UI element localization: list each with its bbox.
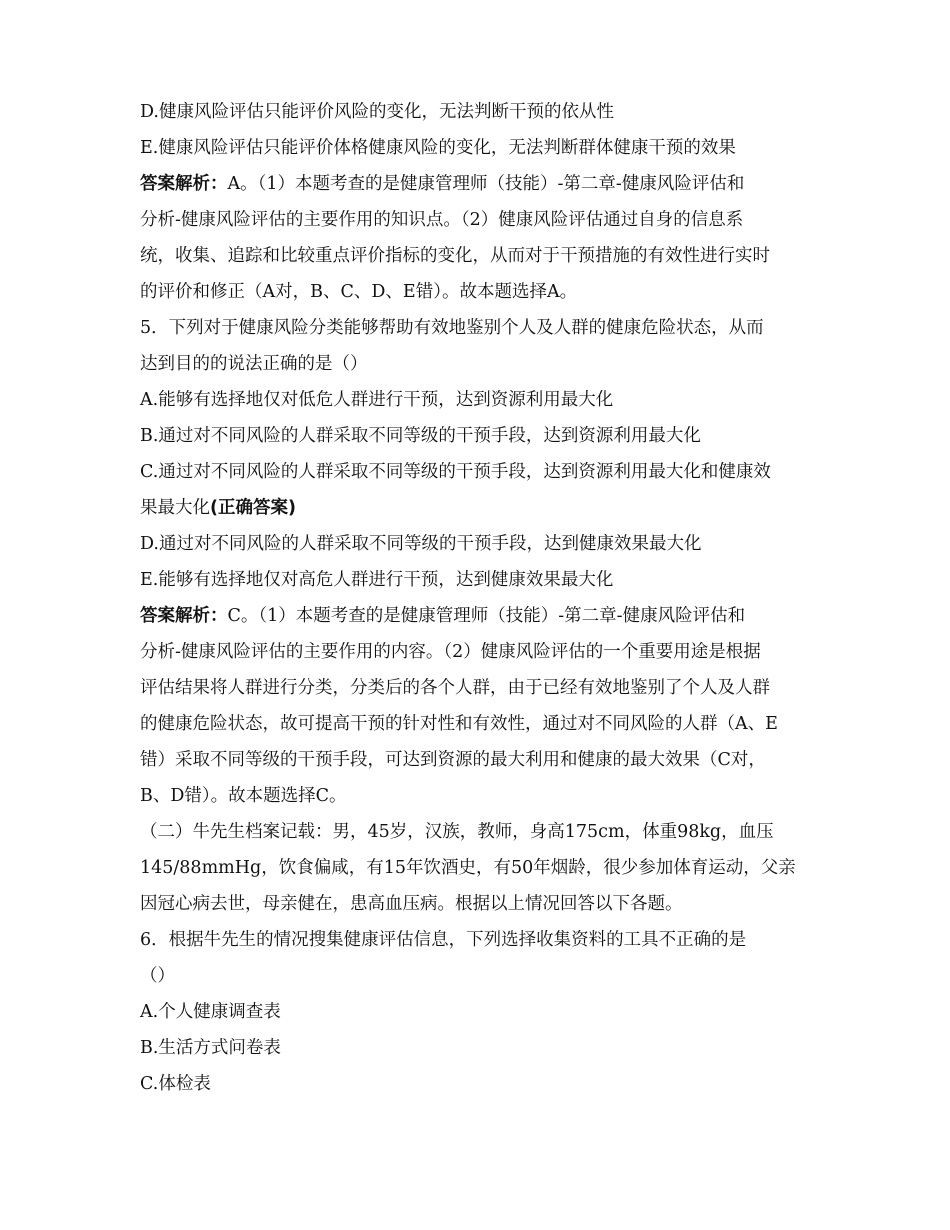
q5-analysis-line-5: 错）采取不同等级的干预手段，可达到资源的最大利用和健康的最大效果（C对， [140,750,766,770]
q5-analysis-line-4: 的健康危险状态，故可提高干预的针对性和有效性，通过对不同风险的人群（A、E [140,714,778,734]
q4-analysis-line-3: 统，收集、追踪和比较重点评价指标的变化，从而对于干预措施的有效性进行实时 [140,246,770,266]
q5-stem-line-2: 达到目的的说法正确的是（） [140,354,368,374]
q4-analysis-line-4: 的评价和修正（A对，B、C、D、E错）。故本题选择A。 [140,282,578,302]
case-line-2: 145/88mmHg，饮食偏咸，有15年饮酒史，有50年烟龄，很少参加体育运动，父亲 [140,858,796,878]
q4-option-d: D.健康风险评估只能评价风险的变化，无法判断干预的依从性 [140,102,614,122]
q5-option-d: D.通过对不同风险的人群采取不同等级的干预手段，达到健康效果最大化 [140,534,702,554]
q4-analysis-line-1 [140,166,812,202]
q5-option-a: A.能够有选择地仅对低危人群进行干预，达到资源利用最大化 [140,390,614,410]
q6-stem-line-1: 6．根据牛先生的情况搜集健康评估信息，下列选择收集资料的工具不正确的是 [140,930,747,950]
q5-analysis-line-6: B、D错）。故本题选择C。 [140,786,347,806]
case-line-1: （二）牛先生档案记载：男，45岁，汉族，教师，身高175cm，体重98kg，血压 [140,822,774,842]
q6-option-b: B.生活方式问卷表 [140,1038,281,1058]
q5-option-c-line-2 [140,490,812,526]
q4-analysis-line-2: 分析-健康风险评估的主要作用的知识点。（2）健康风险评估通过自身的信息系 [140,210,744,230]
q6-option-c: C.体检表 [140,1074,211,1094]
q5-option-c-tail: 果最大化 [140,498,210,518]
q4-analysis-label: 答案解析： [140,174,228,194]
q5-analysis-line-1 [140,598,812,634]
q5-option-b: B.通过对不同风险的人群采取不同等级的干预手段，达到资源利用最大化 [140,426,701,446]
q6-option-a: A.个人健康调查表 [140,1002,281,1022]
correct-answer-mark: (正确答案) [210,498,296,518]
q5-analysis-line-2: 分析-健康风险评估的主要作用的内容。（2）健康风险评估的一个重要用途是根据 [140,642,761,662]
q4-option-e: E.健康风险评估只能评价体格健康风险的变化，无法判断群体健康干预的效果 [140,138,736,158]
q6-stem-line-2: （） [140,966,175,986]
q5-stem-line-1: 5．下列对于健康风险分类能够帮助有效地鉴别个人及人群的健康危险状态，从而 [140,318,764,338]
q5-option-e: E.能够有选择地仅对高危人群进行干预，达到健康效果最大化 [140,570,614,590]
case-line-3: 因冠心病去世，母亲健在，患高血压病。根据以上情况回答以下各题。 [140,894,683,914]
q5-analysis-text: C。（1）本题考查的是健康管理师（技能）-第二章-健康风险评估和 [227,606,746,626]
document-page [140,94,812,1102]
q5-analysis-label: 答案解析： [140,606,228,626]
q4-analysis-text: A。（1）本题考查的是健康管理师（技能）-第二章-健康风险评估和 [227,174,745,194]
q5-analysis-line-3: 评估结果将人群进行分类，分类后的各个人群，由于已经有效地鉴别了个人及人群 [140,678,770,698]
q5-option-c-line-1: C.通过对不同风险的人群采取不同等级的干预手段，达到资源利用最大化和健康效 [140,462,771,482]
